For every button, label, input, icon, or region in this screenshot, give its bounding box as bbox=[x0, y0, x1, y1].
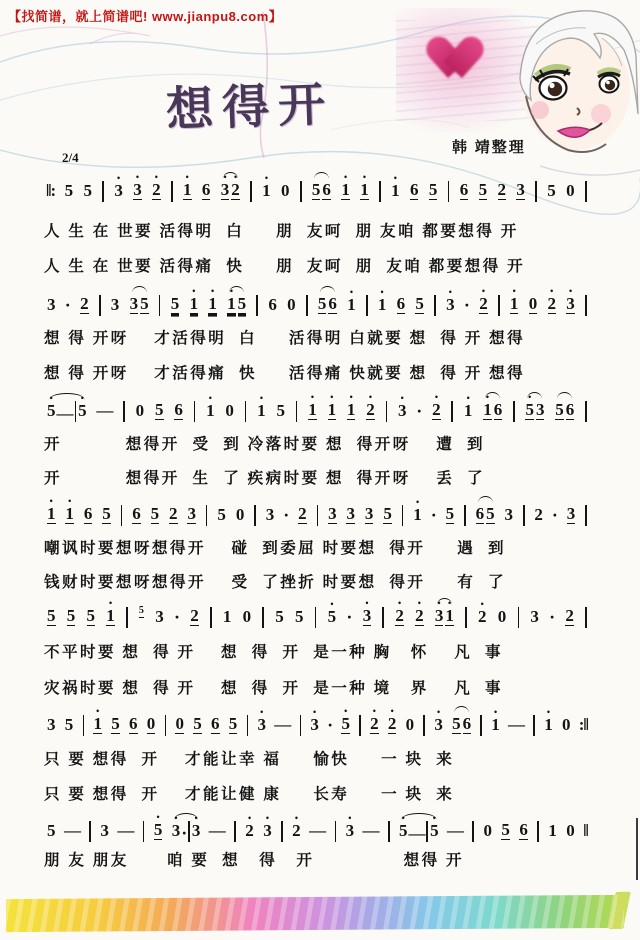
lyric-line-7: 朋 友 朋友 咱 要 想 得 开 想得 开 bbox=[44, 852, 465, 869]
lyric-line-2-verse1: 想 得 开呀 才活得明 白 活得明 白就要 想 得 开 想得 bbox=[44, 330, 526, 347]
music-line-2: 3 · 2 3 3 5 5 1 • 1 • 1 • 5 6 0 5 6 1 • 1 • 6 5 3 • · 2 • 1 • 0 2 • 3 • bbox=[46, 290, 588, 320]
arranger-credit: 韩 靖整理 bbox=[452, 140, 526, 156]
music-line-6: 3 5 1 • 5 6 0 0 5 6 5 3 • — 3 • · 5 • 2 • 2 • 0 3 • 5 6 1 • — 1 • 0 :‖ bbox=[46, 710, 588, 740]
watermark-link[interactable]: 【找简谱，就上简谱吧! www.jianpu8.com】 bbox=[8, 9, 283, 24]
music-line-5: 5 5 5 1 • 5 3 · 2 1 0 5 5 5 • · 3 • 2 • 2 • 3 • 1 • 2 • 0 3 · 2 bbox=[46, 602, 588, 632]
music-line-4: 1 • 1 • 6 5 6 5 2 3 5 0 3 · 2 3 3 3 5 1 • · 5 6 5 3 2 · 3 bbox=[46, 500, 588, 530]
lyric-line-1-verse2: 人 生 在 世要 活得痛 快 朋 友呵 朋 友咱 都要想得 开 bbox=[44, 258, 526, 275]
lyric-line-3-verse2: 开 想得开 生 了 疾病时要 想 得开呀 丢 了 bbox=[44, 470, 486, 487]
girl-face-illustration bbox=[506, 4, 640, 162]
strip-fold bbox=[608, 892, 631, 929]
song-title: 想得开 bbox=[165, 79, 336, 137]
heart-icon bbox=[436, 38, 486, 82]
lyric-line-2-verse2: 想 得 开呀 才活得痛 快 活得痛 快就要 想 得 开 想得 bbox=[44, 365, 526, 382]
rainbow-strip bbox=[6, 895, 624, 932]
lyric-line-3-verse1: 开 想得开 受 到 冷落时要 想 得开呀 遭 到 bbox=[44, 436, 486, 453]
scan-edge-mark bbox=[636, 818, 639, 880]
music-line-3: 5 • — 5 • — 0 5 6 1 • 0 1 • 5 1 • 1 • 1 • 2 • 3 • · 2 • 1 • 1 • 6 5 • 3 5 6 bbox=[46, 396, 588, 426]
lyric-line-5-verse2: 灾祸时要 想 得 开 想 得 开 是一种 境 界 凡 事 bbox=[44, 680, 504, 697]
time-signature: 2/4 bbox=[62, 150, 79, 165]
lyric-line-5-verse1: 不平时要 想 得 开 想 得 开 是一种 胸 怀 凡 事 bbox=[44, 644, 504, 661]
lyric-line-1-verse1: 人 生 在 世要 活得明 白 朋 友呵 朋 友咱 都要想得 开 bbox=[44, 223, 519, 240]
lyric-line-6-verse2: 只 要 想得 开 才能让健 康 长寿 一 块 来 bbox=[44, 786, 455, 803]
lyric-line-6-verse1: 只 要 想得 开 才能让幸 福 愉快 一 块 来 bbox=[44, 751, 455, 768]
lyric-line-4-verse2: 钱财时要想呀想得开 受 了挫折 时要想 得开 有 了 bbox=[44, 574, 507, 591]
music-line-7: 5 — 3 — 5 • 3 • · 3 • — 2 • 3 • 2 • — 3 • — 5 • — 5 • — 0 5 6 1 0 ‖ bbox=[47, 812, 588, 843]
lyric-line-4-verse1: 嘲讽时要想呀想得开 碰 到委屈 时要想 得开 遇 到 bbox=[44, 540, 507, 557]
music-line-1: ‖: 5 5 3 • 3 • 2 • 1 • 6 3 • 2 • 1 • 0 5 6 1 • 1 • 1 • 6 5 6 5 2 3 5 0 bbox=[46, 176, 588, 206]
